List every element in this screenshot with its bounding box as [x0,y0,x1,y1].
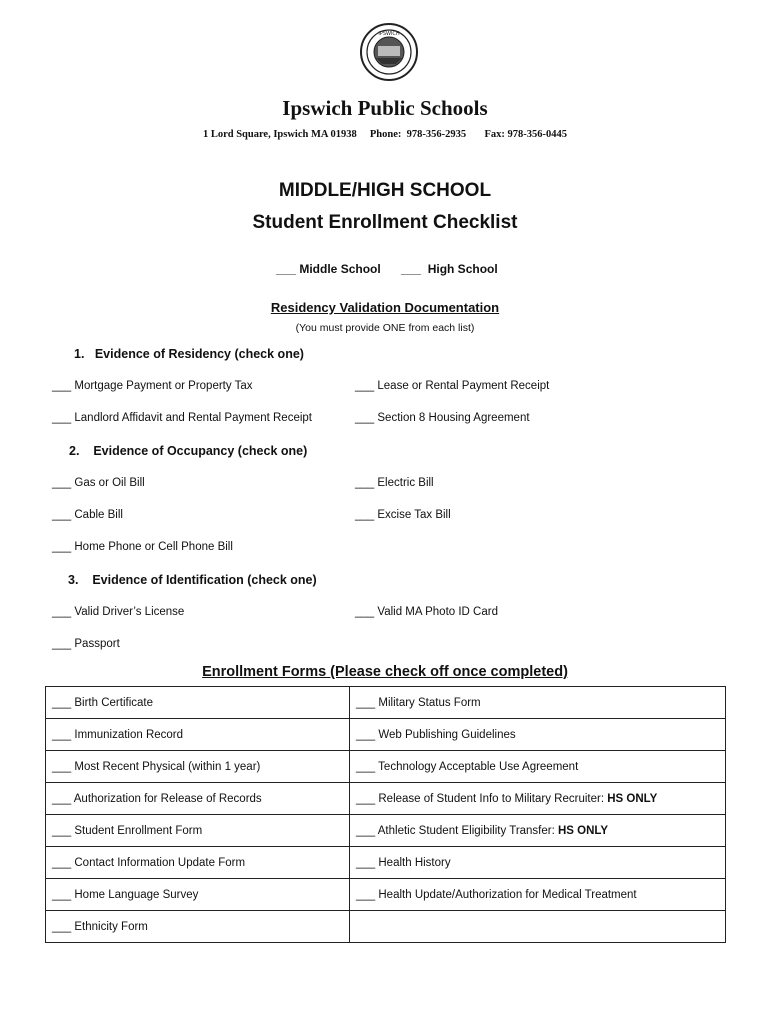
empty-cell [350,911,726,943]
form-birth-certificate[interactable]: ___ Birth Certificate [46,687,350,719]
table-row [46,687,726,719]
check-item-phone-bill[interactable]: ___ Home Phone or Cell Phone Bill [52,541,233,553]
check-item-lease[interactable]: ___ Lease or Rental Payment Receipt [355,380,550,392]
table-row [46,719,726,751]
occupancy-section-heading: 2. Evidence of Occupancy (check one) [69,444,308,458]
hs-only-label: HS ONLY [558,824,609,837]
residency-note: (You must provide ONE from each list) [295,322,475,334]
form-home-language[interactable]: ___ Home Language Survey [46,879,350,911]
school-seal-logo [356,22,422,84]
check-item-drivers-license[interactable]: ___ Valid Driver’s License [52,606,185,618]
middle-school-checkbox[interactable]: ___ Middle School [276,262,381,276]
identification-section-heading: 3. Evidence of Identification (check one) [68,573,317,587]
form-physical[interactable]: ___ Most Recent Physical (within 1 year) [46,751,350,783]
form-release-of-records[interactable]: ___ Authorization for Release of Records [46,783,350,815]
check-item-electric-bill[interactable]: ___ Electric Bill [355,477,434,489]
page-title: MIDDLE/HIGH SCHOOL [278,180,492,201]
check-item-gas-oil-bill[interactable]: ___ Gas or Oil Bill [52,477,145,489]
form-label: ___ Athletic Student Eligibility Transfer: [356,824,558,837]
check-item-mortgage[interactable]: ___ Mortgage Payment or Property Tax [52,380,253,392]
residency-heading: Residency Validation Documentation [270,300,500,315]
svg-text:IPSWICH: IPSWICH [378,31,400,37]
table-row [46,847,726,879]
enrollment-forms-heading: Enrollment Forms (Please check off once completed) [202,664,568,680]
check-item-passport[interactable]: ___ Passport [52,638,120,650]
table-row [46,751,726,783]
check-item-landlord-affidavit[interactable]: ___ Landlord Affidavit and Rental Payment Receipt [52,412,312,424]
residency-section-heading: 1. Evidence of Residency (check one) [74,347,304,361]
table-row [46,815,726,847]
form-web-publishing[interactable]: ___ Web Publishing Guidelines [350,719,726,751]
school-name: Ipswich Public Schools [282,96,488,120]
form-contact-information[interactable]: ___ Contact Information Update Form [46,847,350,879]
form-student-enrollment[interactable]: ___ Student Enrollment Form [46,815,350,847]
form-technology-use[interactable]: ___ Technology Acceptable Use Agreement [350,751,726,783]
form-health-history[interactable]: ___ Health History [350,847,726,879]
table-row [46,911,726,943]
table-row [46,879,726,911]
school-address-line: 1 Lord Square, Ipswich MA 01938 Phone: 978-356-2935 Fax: 978-356-0445 [202,129,568,140]
form-immunization-record[interactable]: ___ Immunization Record [46,719,350,751]
form-military-recruiter-release[interactable] [350,783,726,815]
form-ethnicity[interactable]: ___ Ethnicity Form [46,911,350,943]
form-military-status[interactable]: ___ Military Status Form [350,687,726,719]
table-row [46,783,726,815]
check-item-section8[interactable]: ___ Section 8 Housing Agreement [355,412,530,424]
check-item-ma-photo-id[interactable]: ___ Valid MA Photo ID Card [355,606,498,618]
form-athletic-eligibility[interactable] [350,815,726,847]
enrollment-forms-table [45,686,726,943]
check-item-cable-bill[interactable]: ___ Cable Bill [52,509,123,521]
hs-only-label: HS ONLY [607,792,658,805]
page-subtitle: Student Enrollment Checklist [252,212,518,233]
form-health-update[interactable]: ___ Health Update/Authorization for Medical Treatment [350,879,726,911]
check-item-excise-tax-bill[interactable]: ___ Excise Tax Bill [355,509,451,521]
form-label: ___ Release of Student Info to Military Recruiter: [356,792,608,805]
high-school-checkbox[interactable]: ___ High School [401,262,498,276]
